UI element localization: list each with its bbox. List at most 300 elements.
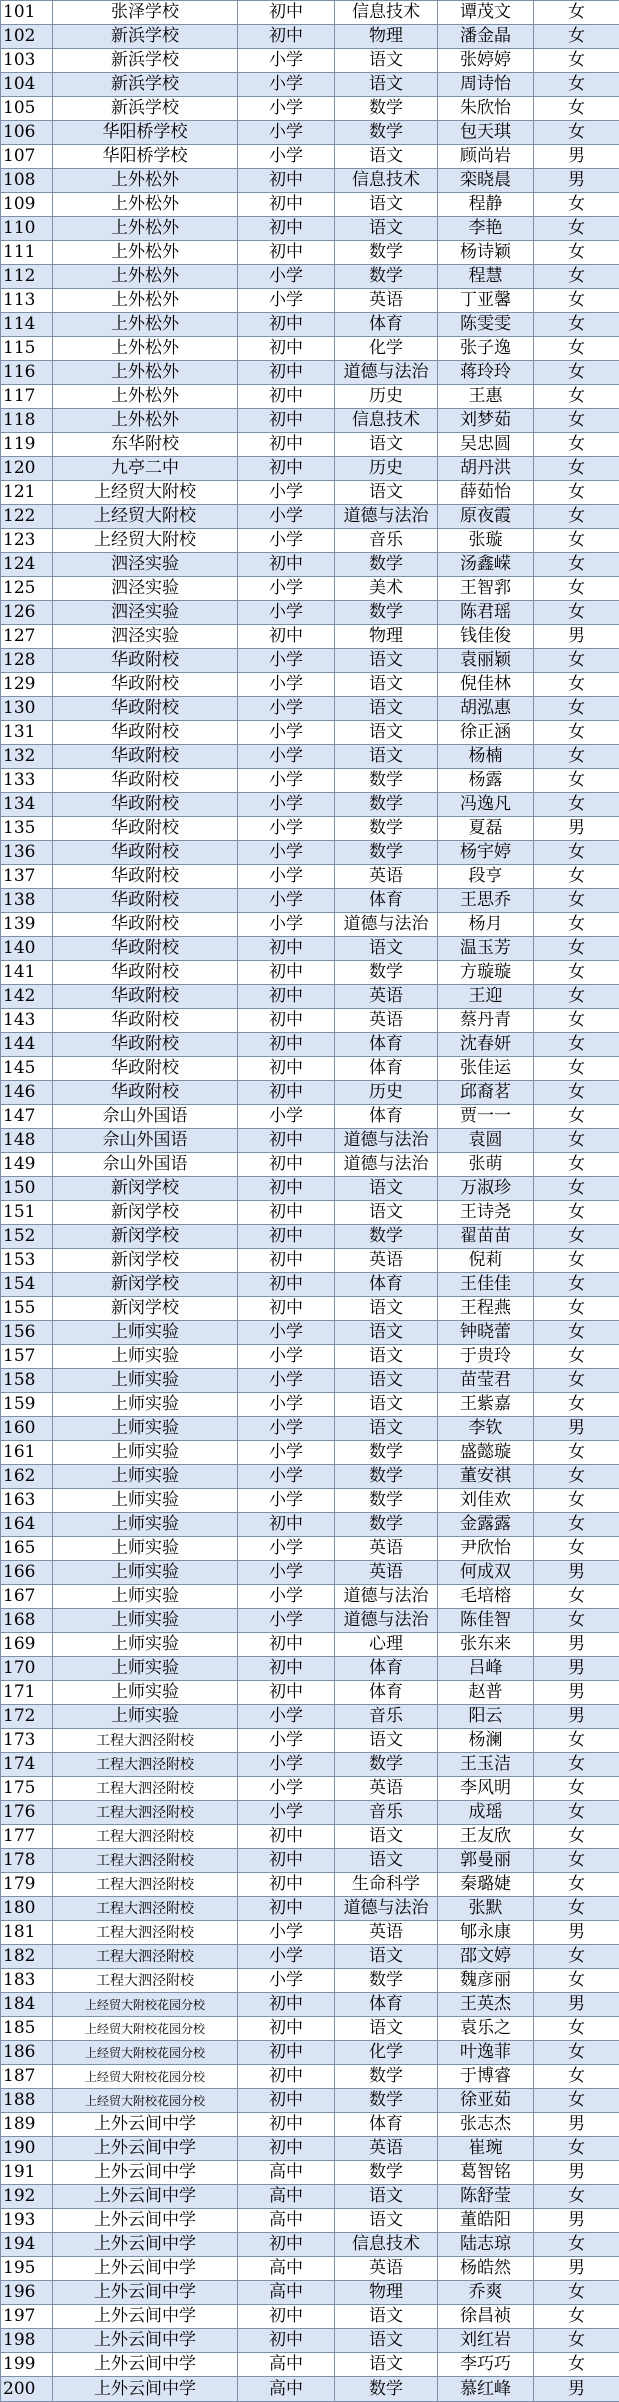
table-row bbox=[1, 1945, 619, 1969]
cell-id: 135 bbox=[1, 817, 53, 841]
cell-level: 小学 bbox=[238, 1801, 335, 1825]
cell-name: 徐昌祯 bbox=[438, 2305, 534, 2329]
cell-id: 153 bbox=[1, 1249, 53, 1273]
cell-id: 168 bbox=[1, 1609, 53, 1633]
cell-gender: 女 bbox=[534, 745, 619, 769]
cell-id: 196 bbox=[1, 2281, 53, 2305]
cell-id: 195 bbox=[1, 2257, 53, 2281]
cell-subject: 语文 bbox=[335, 73, 438, 97]
cell-school: 工程大泗泾附校 bbox=[53, 1801, 238, 1825]
cell-id: 189 bbox=[1, 2113, 53, 2137]
cell-name: 温玉芳 bbox=[438, 937, 534, 961]
cell-gender: 女 bbox=[534, 2233, 619, 2257]
cell-name: 杨诗颖 bbox=[438, 241, 534, 265]
cell-id: 125 bbox=[1, 577, 53, 601]
cell-id: 136 bbox=[1, 841, 53, 865]
table-row bbox=[1, 481, 619, 505]
cell-gender: 女 bbox=[534, 649, 619, 673]
cell-name: 陈君瑶 bbox=[438, 601, 534, 625]
cell-subject: 语文 bbox=[335, 2017, 438, 2041]
cell-id: 170 bbox=[1, 1657, 53, 1681]
cell-level: 小学 bbox=[238, 1729, 335, 1753]
cell-name: 张志杰 bbox=[438, 2113, 534, 2137]
cell-name: 沈春妍 bbox=[438, 1033, 534, 1057]
cell-level: 小学 bbox=[238, 1537, 335, 1561]
cell-subject: 语文 bbox=[335, 2209, 438, 2233]
cell-school: 工程大泗泾附校 bbox=[53, 1873, 238, 1897]
cell-name: 邵文婷 bbox=[438, 1945, 534, 1969]
cell-id: 176 bbox=[1, 1801, 53, 1825]
cell-gender: 女 bbox=[534, 1393, 619, 1417]
table-row bbox=[1, 1345, 619, 1369]
cell-id: 102 bbox=[1, 25, 53, 49]
cell-school: 华政附校 bbox=[53, 817, 238, 841]
table-row bbox=[1, 1273, 619, 1297]
cell-school: 华政附校 bbox=[53, 1033, 238, 1057]
cell-subject: 物理 bbox=[335, 625, 438, 649]
cell-name: 郇永康 bbox=[438, 1921, 534, 1945]
table-row bbox=[1, 1297, 619, 1321]
roster-body bbox=[1, 1, 619, 2402]
cell-subject: 体育 bbox=[335, 1681, 438, 1705]
cell-subject: 道德与法治 bbox=[335, 1585, 438, 1609]
cell-level: 小学 bbox=[238, 1441, 335, 1465]
table-row bbox=[1, 2137, 619, 2161]
cell-id: 147 bbox=[1, 1105, 53, 1129]
cell-subject: 数学 bbox=[335, 1969, 438, 1993]
cell-name: 张佳运 bbox=[438, 1057, 534, 1081]
table-row bbox=[1, 1705, 619, 1729]
cell-gender: 女 bbox=[534, 505, 619, 529]
cell-id: 151 bbox=[1, 1201, 53, 1225]
cell-school: 上师实验 bbox=[53, 1369, 238, 1393]
cell-gender: 女 bbox=[534, 1273, 619, 1297]
cell-school: 华政附校 bbox=[53, 937, 238, 961]
cell-subject: 数学 bbox=[335, 1753, 438, 1777]
table-row bbox=[1, 1825, 619, 1849]
table-row bbox=[1, 1441, 619, 1465]
cell-gender: 男 bbox=[534, 1561, 619, 1585]
cell-id: 199 bbox=[1, 2353, 53, 2377]
table-row bbox=[1, 1633, 619, 1657]
cell-subject: 物理 bbox=[335, 2281, 438, 2305]
cell-level: 小学 bbox=[238, 745, 335, 769]
cell-school: 工程大泗泾附校 bbox=[53, 1945, 238, 1969]
cell-name: 苗莹君 bbox=[438, 1369, 534, 1393]
cell-name: 张默 bbox=[438, 1897, 534, 1921]
cell-school: 上师实验 bbox=[53, 1489, 238, 1513]
table-row bbox=[1, 97, 619, 121]
cell-gender: 男 bbox=[534, 2377, 619, 2402]
cell-subject: 化学 bbox=[335, 2041, 438, 2065]
cell-name: 朱欣怡 bbox=[438, 97, 534, 121]
cell-subject: 英语 bbox=[335, 1561, 438, 1585]
table-row bbox=[1, 625, 619, 649]
cell-gender: 女 bbox=[534, 577, 619, 601]
cell-school: 上外松外 bbox=[53, 169, 238, 193]
cell-subject: 数学 bbox=[335, 553, 438, 577]
cell-level: 小学 bbox=[238, 1753, 335, 1777]
cell-subject: 体育 bbox=[335, 889, 438, 913]
cell-school: 上经贸大附校 bbox=[53, 481, 238, 505]
cell-level: 小学 bbox=[238, 1465, 335, 1489]
cell-gender: 女 bbox=[534, 1873, 619, 1897]
cell-level: 小学 bbox=[238, 145, 335, 169]
cell-name: 董皓阳 bbox=[438, 2209, 534, 2233]
cell-id: 122 bbox=[1, 505, 53, 529]
cell-id: 152 bbox=[1, 1225, 53, 1249]
table-row bbox=[1, 313, 619, 337]
cell-name: 王智郛 bbox=[438, 577, 534, 601]
cell-school: 工程大泗泾附校 bbox=[53, 1897, 238, 1921]
cell-school: 上外云间中学 bbox=[53, 2137, 238, 2161]
cell-id: 186 bbox=[1, 2041, 53, 2065]
cell-subject: 语文 bbox=[335, 1417, 438, 1441]
cell-subject: 语文 bbox=[335, 1369, 438, 1393]
cell-name: 成瑶 bbox=[438, 1801, 534, 1825]
table-row bbox=[1, 505, 619, 529]
cell-name: 钟晓蕾 bbox=[438, 1321, 534, 1345]
cell-school: 新浜学校 bbox=[53, 49, 238, 73]
table-row bbox=[1, 745, 619, 769]
cell-subject: 语文 bbox=[335, 1297, 438, 1321]
cell-name: 陈雯雯 bbox=[438, 313, 534, 337]
cell-name: 胡丹洪 bbox=[438, 457, 534, 481]
cell-subject: 英语 bbox=[335, 1921, 438, 1945]
cell-level: 初中 bbox=[238, 1153, 335, 1177]
cell-subject: 数学 bbox=[335, 1441, 438, 1465]
cell-school: 工程大泗泾附校 bbox=[53, 1921, 238, 1945]
table-row bbox=[1, 673, 619, 697]
table-row bbox=[1, 1105, 619, 1129]
cell-id: 123 bbox=[1, 529, 53, 553]
table-row bbox=[1, 457, 619, 481]
cell-school: 华政附校 bbox=[53, 673, 238, 697]
cell-subject: 历史 bbox=[335, 1081, 438, 1105]
cell-subject: 数学 bbox=[335, 793, 438, 817]
cell-school: 工程大泗泾附校 bbox=[53, 1777, 238, 1801]
cell-subject: 道德与法治 bbox=[335, 505, 438, 529]
cell-level: 小学 bbox=[238, 1609, 335, 1633]
cell-subject: 信息技术 bbox=[335, 169, 438, 193]
cell-school: 上外松外 bbox=[53, 193, 238, 217]
cell-subject: 语文 bbox=[335, 1345, 438, 1369]
cell-id: 113 bbox=[1, 289, 53, 313]
cell-id: 200 bbox=[1, 2377, 53, 2402]
cell-subject: 语文 bbox=[335, 481, 438, 505]
cell-id: 140 bbox=[1, 937, 53, 961]
cell-school: 新闵学校 bbox=[53, 1273, 238, 1297]
cell-gender: 女 bbox=[534, 2353, 619, 2377]
cell-name: 栾晓晨 bbox=[438, 169, 534, 193]
cell-id: 194 bbox=[1, 2233, 53, 2257]
cell-level: 初中 bbox=[238, 25, 335, 49]
table-row bbox=[1, 1369, 619, 1393]
cell-level: 小学 bbox=[238, 73, 335, 97]
cell-subject: 数学 bbox=[335, 841, 438, 865]
cell-gender: 女 bbox=[534, 1081, 619, 1105]
cell-level: 高中 bbox=[238, 2209, 335, 2233]
cell-level: 初中 bbox=[238, 457, 335, 481]
table-row bbox=[1, 1417, 619, 1441]
cell-subject: 体育 bbox=[335, 1657, 438, 1681]
cell-gender: 女 bbox=[534, 2089, 619, 2113]
cell-id: 169 bbox=[1, 1633, 53, 1657]
cell-id: 197 bbox=[1, 2305, 53, 2329]
cell-gender: 女 bbox=[534, 1441, 619, 1465]
cell-level: 小学 bbox=[238, 793, 335, 817]
cell-subject: 英语 bbox=[335, 985, 438, 1009]
cell-name: 程慧 bbox=[438, 265, 534, 289]
cell-name: 倪莉 bbox=[438, 1249, 534, 1273]
table-row bbox=[1, 961, 619, 985]
cell-id: 179 bbox=[1, 1873, 53, 1897]
cell-id: 172 bbox=[1, 1705, 53, 1729]
table-row bbox=[1, 1177, 619, 1201]
table-row bbox=[1, 1489, 619, 1513]
cell-subject: 数学 bbox=[335, 601, 438, 625]
cell-school: 九亭二中 bbox=[53, 457, 238, 481]
cell-id: 114 bbox=[1, 313, 53, 337]
cell-gender: 女 bbox=[534, 1609, 619, 1633]
cell-level: 初中 bbox=[238, 241, 335, 265]
cell-gender: 女 bbox=[534, 2137, 619, 2161]
table-row bbox=[1, 1753, 619, 1777]
cell-school: 工程大泗泾附校 bbox=[53, 1753, 238, 1777]
cell-id: 198 bbox=[1, 2329, 53, 2353]
cell-subject: 语文 bbox=[335, 937, 438, 961]
cell-id: 141 bbox=[1, 961, 53, 985]
cell-name: 贾一一 bbox=[438, 1105, 534, 1129]
cell-gender: 女 bbox=[534, 1465, 619, 1489]
cell-gender: 女 bbox=[534, 1225, 619, 1249]
cell-id: 103 bbox=[1, 49, 53, 73]
cell-level: 高中 bbox=[238, 2185, 335, 2209]
cell-name: 段亨 bbox=[438, 865, 534, 889]
cell-level: 小学 bbox=[238, 1105, 335, 1129]
cell-level: 初中 bbox=[238, 2113, 335, 2137]
cell-name: 徐正涵 bbox=[438, 721, 534, 745]
cell-level: 初中 bbox=[238, 961, 335, 985]
table-row bbox=[1, 649, 619, 673]
cell-school: 华政附校 bbox=[53, 721, 238, 745]
cell-school: 上经贸大附校 bbox=[53, 529, 238, 553]
cell-school: 新闵学校 bbox=[53, 1249, 238, 1273]
cell-name: 程静 bbox=[438, 193, 534, 217]
cell-id: 137 bbox=[1, 865, 53, 889]
cell-school: 上外松外 bbox=[53, 337, 238, 361]
cell-id: 164 bbox=[1, 1513, 53, 1537]
cell-school: 上师实验 bbox=[53, 1633, 238, 1657]
cell-id: 117 bbox=[1, 385, 53, 409]
cell-id: 124 bbox=[1, 553, 53, 577]
cell-gender: 女 bbox=[534, 1729, 619, 1753]
cell-id: 161 bbox=[1, 1441, 53, 1465]
cell-gender: 女 bbox=[534, 1009, 619, 1033]
cell-id: 182 bbox=[1, 1945, 53, 1969]
cell-name: 杨露 bbox=[438, 769, 534, 793]
cell-name: 杨皓然 bbox=[438, 2257, 534, 2281]
cell-subject: 道德与法治 bbox=[335, 361, 438, 385]
cell-subject: 音乐 bbox=[335, 529, 438, 553]
cell-level: 初中 bbox=[238, 1129, 335, 1153]
table-row bbox=[1, 2281, 619, 2305]
cell-level: 小学 bbox=[238, 121, 335, 145]
cell-subject: 数学 bbox=[335, 1465, 438, 1489]
cell-school: 上外松外 bbox=[53, 241, 238, 265]
cell-subject: 数学 bbox=[335, 241, 438, 265]
cell-name: 李艳 bbox=[438, 217, 534, 241]
table-row bbox=[1, 49, 619, 73]
cell-subject: 语文 bbox=[335, 1729, 438, 1753]
cell-level: 小学 bbox=[238, 1921, 335, 1945]
cell-subject: 生命科学 bbox=[335, 1873, 438, 1897]
cell-gender: 女 bbox=[534, 529, 619, 553]
cell-gender: 女 bbox=[534, 2305, 619, 2329]
table-row bbox=[1, 793, 619, 817]
cell-school: 东华附校 bbox=[53, 433, 238, 457]
cell-school: 上外云间中学 bbox=[53, 2377, 238, 2402]
cell-level: 初中 bbox=[238, 1201, 335, 1225]
cell-name: 杨澜 bbox=[438, 1729, 534, 1753]
cell-name: 方璇璇 bbox=[438, 961, 534, 985]
table-row bbox=[1, 1657, 619, 1681]
cell-subject: 数学 bbox=[335, 265, 438, 289]
table-row bbox=[1, 721, 619, 745]
table-row bbox=[1, 1009, 619, 1033]
cell-level: 初中 bbox=[238, 985, 335, 1009]
cell-name: 潘金晶 bbox=[438, 25, 534, 49]
cell-level: 初中 bbox=[238, 2329, 335, 2353]
cell-name: 葛智铭 bbox=[438, 2161, 534, 2185]
cell-level: 初中 bbox=[238, 217, 335, 241]
cell-gender: 男 bbox=[534, 169, 619, 193]
cell-gender: 女 bbox=[534, 1777, 619, 1801]
cell-id: 120 bbox=[1, 457, 53, 481]
table-row bbox=[1, 1225, 619, 1249]
cell-school: 上师实验 bbox=[53, 1441, 238, 1465]
cell-school: 上外云间中学 bbox=[53, 2257, 238, 2281]
cell-name: 万淑珍 bbox=[438, 1177, 534, 1201]
cell-school: 华阳桥学校 bbox=[53, 121, 238, 145]
cell-level: 小学 bbox=[238, 817, 335, 841]
cell-gender: 女 bbox=[534, 1849, 619, 1873]
cell-name: 王迎 bbox=[438, 985, 534, 1009]
cell-gender: 女 bbox=[534, 2065, 619, 2089]
table-row bbox=[1, 265, 619, 289]
cell-level: 小学 bbox=[238, 577, 335, 601]
cell-level: 小学 bbox=[238, 841, 335, 865]
cell-id: 146 bbox=[1, 1081, 53, 1105]
cell-gender: 男 bbox=[534, 1633, 619, 1657]
cell-gender: 女 bbox=[534, 1513, 619, 1537]
cell-level: 初中 bbox=[238, 337, 335, 361]
cell-gender: 女 bbox=[534, 961, 619, 985]
table-row bbox=[1, 1537, 619, 1561]
cell-subject: 英语 bbox=[335, 2137, 438, 2161]
cell-name: 陈舒莹 bbox=[438, 2185, 534, 2209]
cell-id: 148 bbox=[1, 1129, 53, 1153]
cell-school: 华政附校 bbox=[53, 649, 238, 673]
cell-gender: 女 bbox=[534, 793, 619, 817]
cell-school: 上经贸大附校花园分校 bbox=[53, 2065, 238, 2089]
table-row bbox=[1, 2089, 619, 2113]
cell-gender: 女 bbox=[534, 337, 619, 361]
table-row bbox=[1, 1729, 619, 1753]
table-row bbox=[1, 2185, 619, 2209]
cell-subject: 语文 bbox=[335, 1177, 438, 1201]
cell-school: 上外云间中学 bbox=[53, 2185, 238, 2209]
cell-subject: 语文 bbox=[335, 2329, 438, 2353]
cell-school: 佘山外国语 bbox=[53, 1129, 238, 1153]
table-row bbox=[1, 2161, 619, 2185]
cell-level: 小学 bbox=[238, 1321, 335, 1345]
cell-name: 陈佳智 bbox=[438, 1609, 534, 1633]
cell-name: 陆志琼 bbox=[438, 2233, 534, 2257]
table-row bbox=[1, 1801, 619, 1825]
cell-subject: 语文 bbox=[335, 1393, 438, 1417]
table-row bbox=[1, 2377, 619, 2402]
cell-name: 杨月 bbox=[438, 913, 534, 937]
cell-subject: 数学 bbox=[335, 961, 438, 985]
cell-gender: 女 bbox=[534, 457, 619, 481]
cell-name: 邱裔茗 bbox=[438, 1081, 534, 1105]
table-row bbox=[1, 553, 619, 577]
cell-level: 初中 bbox=[238, 1057, 335, 1081]
cell-level: 初中 bbox=[238, 1657, 335, 1681]
cell-level: 小学 bbox=[238, 505, 335, 529]
table-row bbox=[1, 1513, 619, 1537]
cell-gender: 女 bbox=[534, 841, 619, 865]
cell-subject: 语文 bbox=[335, 1825, 438, 1849]
cell-gender: 女 bbox=[534, 1201, 619, 1225]
table-row bbox=[1, 2065, 619, 2089]
cell-level: 小学 bbox=[238, 1369, 335, 1393]
cell-school: 上外云间中学 bbox=[53, 2281, 238, 2305]
table-row bbox=[1, 577, 619, 601]
cell-name: 张东来 bbox=[438, 1633, 534, 1657]
cell-school: 上师实验 bbox=[53, 1705, 238, 1729]
cell-subject: 体育 bbox=[335, 1033, 438, 1057]
cell-id: 134 bbox=[1, 793, 53, 817]
cell-school: 华阳桥学校 bbox=[53, 145, 238, 169]
cell-level: 初中 bbox=[238, 1681, 335, 1705]
cell-subject: 道德与法治 bbox=[335, 1609, 438, 1633]
cell-name: 张萌 bbox=[438, 1153, 534, 1177]
cell-gender: 女 bbox=[534, 1585, 619, 1609]
cell-id: 188 bbox=[1, 2089, 53, 2113]
cell-level: 初中 bbox=[238, 1081, 335, 1105]
cell-school: 上外松外 bbox=[53, 409, 238, 433]
cell-name: 夏磊 bbox=[438, 817, 534, 841]
cell-id: 177 bbox=[1, 1825, 53, 1849]
cell-gender: 女 bbox=[534, 481, 619, 505]
cell-name: 原夜霞 bbox=[438, 505, 534, 529]
cell-id: 129 bbox=[1, 673, 53, 697]
cell-id: 160 bbox=[1, 1417, 53, 1441]
cell-gender: 男 bbox=[534, 1705, 619, 1729]
cell-name: 吕峰 bbox=[438, 1657, 534, 1681]
cell-subject: 道德与法治 bbox=[335, 1129, 438, 1153]
table-row bbox=[1, 193, 619, 217]
cell-gender: 男 bbox=[534, 625, 619, 649]
cell-school: 工程大泗泾附校 bbox=[53, 1849, 238, 1873]
cell-gender: 女 bbox=[534, 2185, 619, 2209]
cell-school: 上外松外 bbox=[53, 361, 238, 385]
cell-gender: 女 bbox=[534, 1297, 619, 1321]
cell-id: 150 bbox=[1, 1177, 53, 1201]
cell-subject: 语文 bbox=[335, 49, 438, 73]
